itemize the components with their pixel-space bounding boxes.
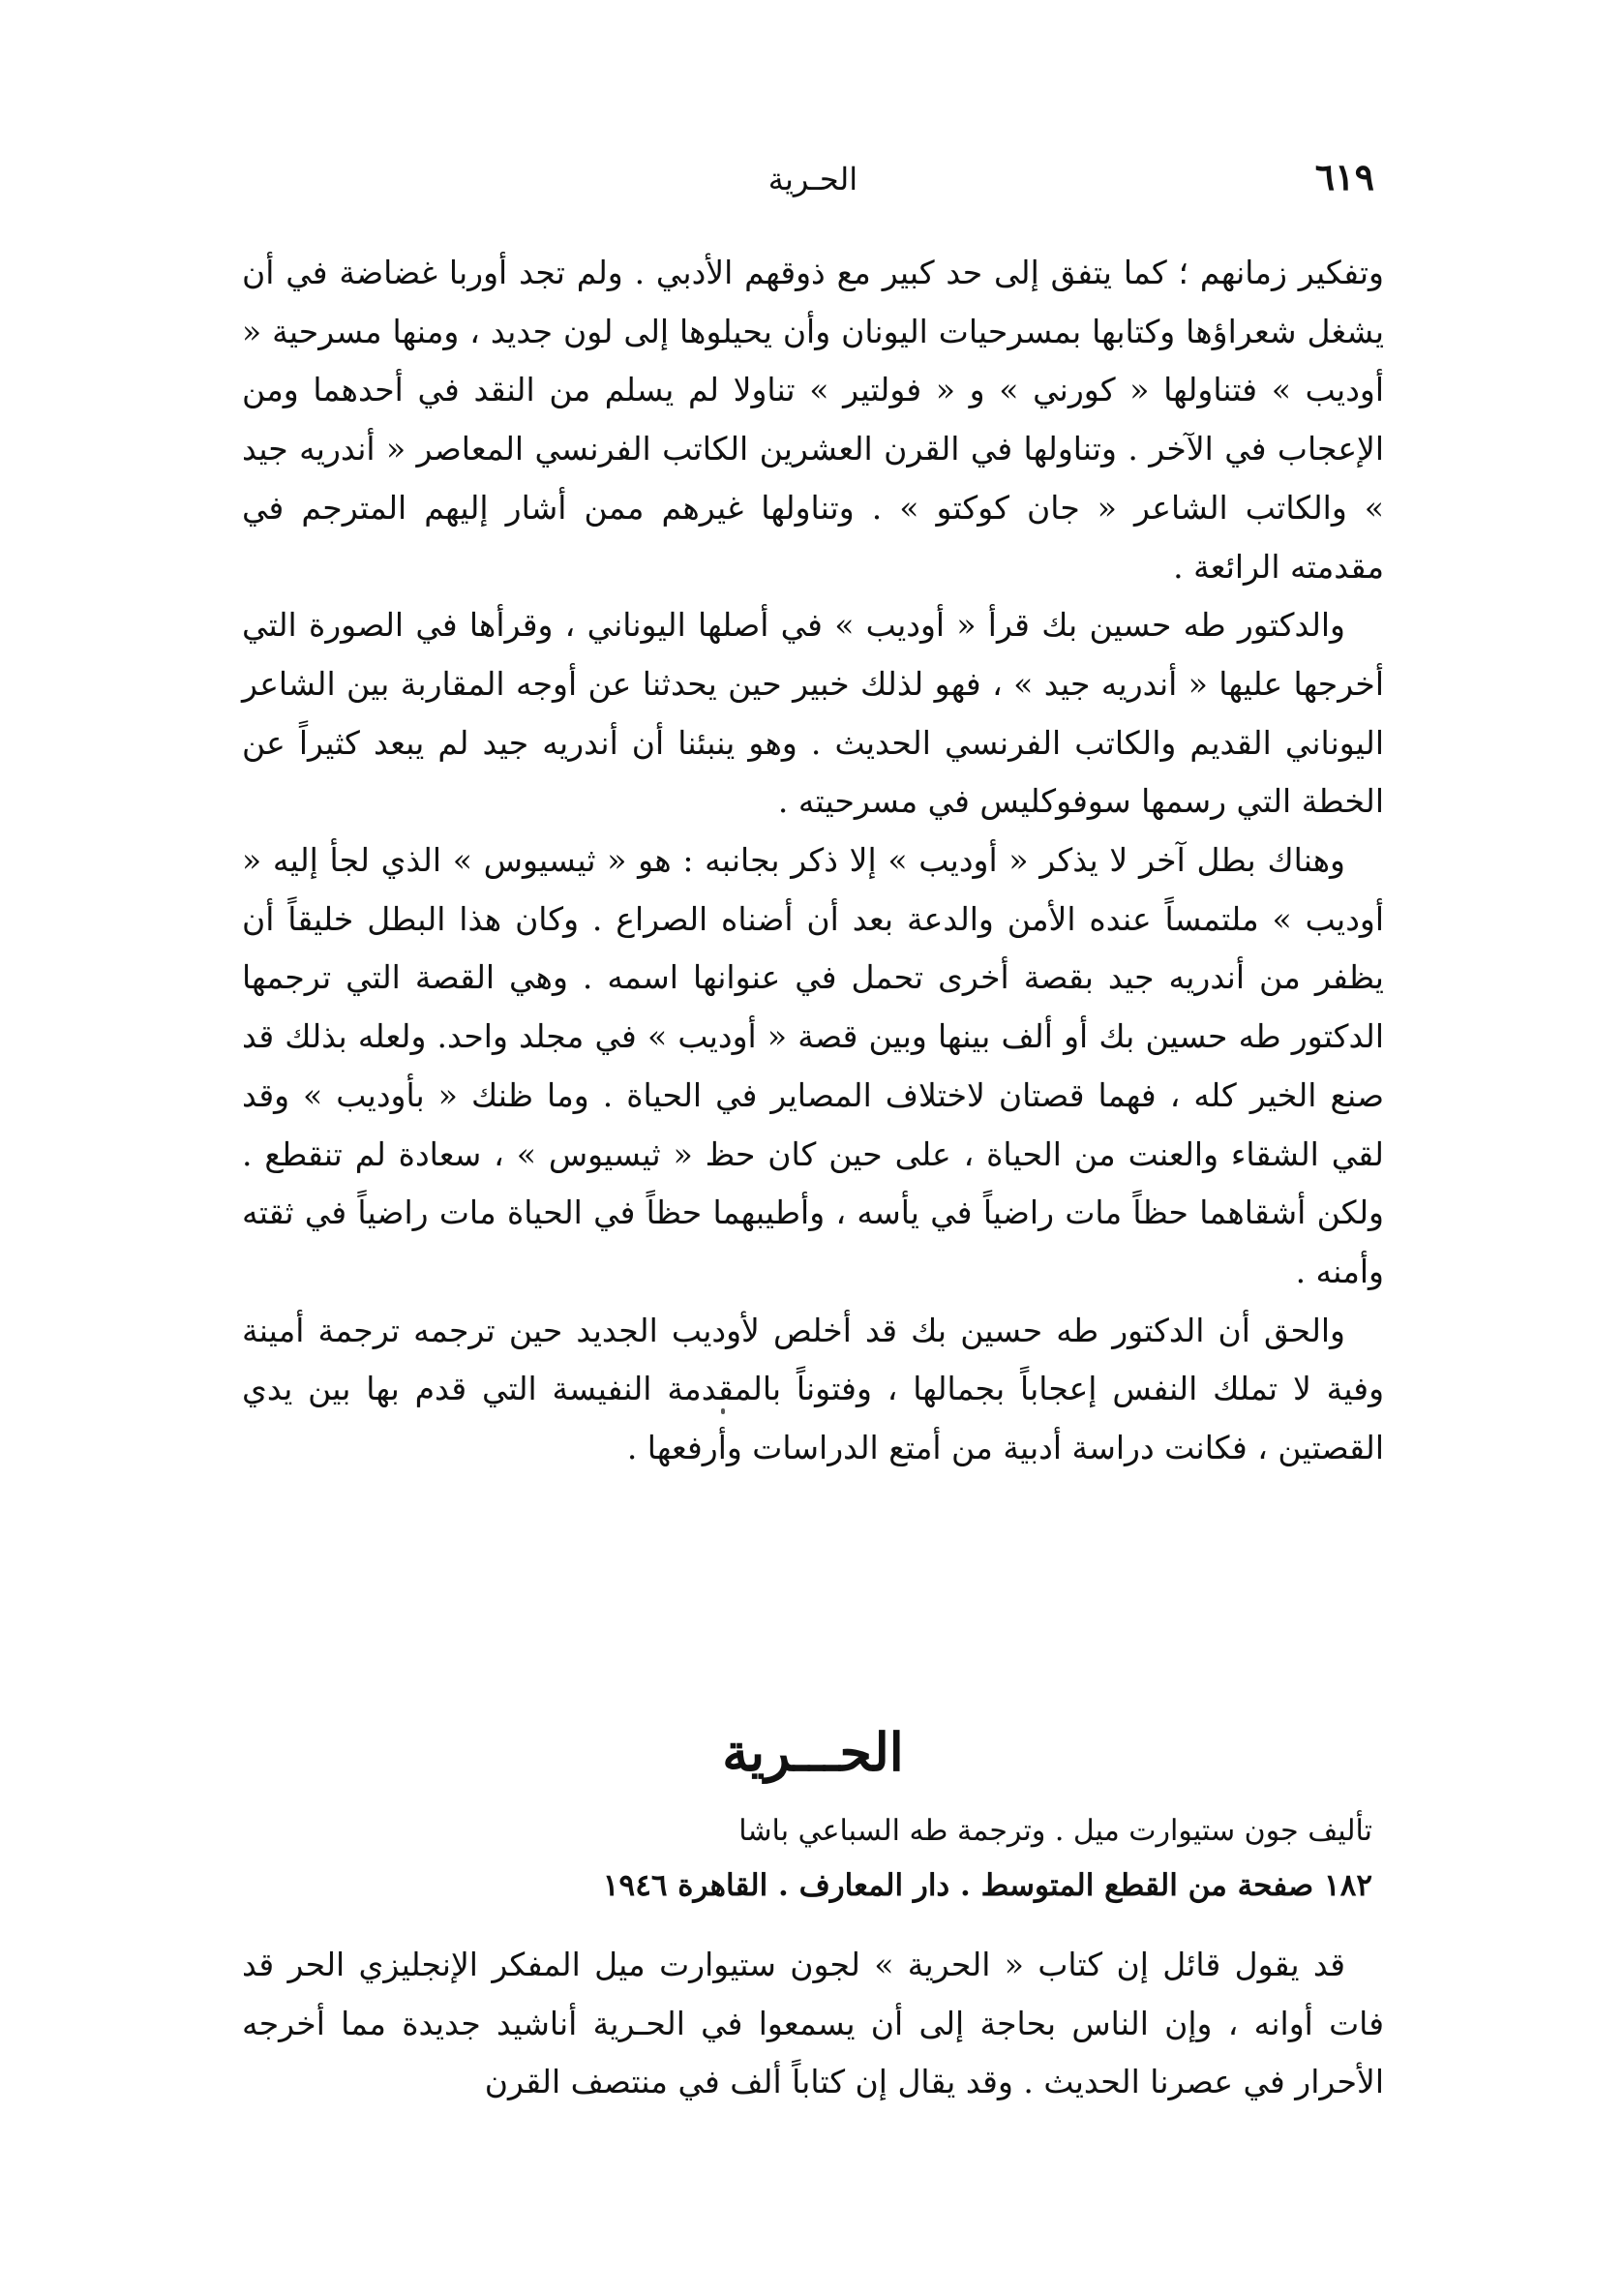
book-review-heading bbox=[242, 1713, 1384, 1913]
review-paragraph: قد يقول قائل إن كتاب « الحرية » لجون ستيوارت ميل المفكر الإنجليزي الحر قد فات أوانه ، وإن الناس بحاجة إلى أن يسمعوا في الحـرية أناشيد جديدة مما أخرجه الأحرار في عصرنا الحديث . وقد يقال إن كتاباً ألف في منتصف القرن bbox=[242, 1946, 1384, 2101]
article-body bbox=[242, 244, 1384, 1478]
running-header bbox=[242, 155, 1384, 213]
article-paragraph: وتفكير زمانهم ؛ كما يتفق إلى حد كبير مع ذوقهم الأدبي . ولم تجد أوربا غضاضة في أن يشغل شعراؤها وكتابها بمسرحيات اليونان وأن يحيلوها إلى لون جديد ، ومنها مسرحية « أوديب » فتناولها « كورني » و « فولتير » تناولا لم يسلم من النقد في أحدهما ومن الإعجاب في الآخر . وتناولها في القرن العشرين الكاتب الفرنسي المعاصر « أندريه جيد » والكاتب الشاعر « جان كوكتو » . وتناولها غيرهم ممن أشار إليهم المترجم في مقدمته الرائعة . bbox=[242, 254, 1384, 586]
review-publication-info: ١٨٢ صفحة من القطع المتوسط . دار المعارف . القاهرة ١٩٤٦ bbox=[602, 1868, 1372, 1903]
review-title: الحـــرية bbox=[722, 1721, 904, 1783]
article-paragraph: والدكتور طه حسين بك قرأ « أوديب » في أصلها اليوناني ، وقرأها في الصورة التي أخرجها عليها « أندريه جيد » ، فهو لذلك خبير حين يحدثنا عن أوجه المقاربة بين الشاعر اليوناني القديم والكاتب الفرنسي الحديث . وهو ينبئنا أن أندريه جيد لم يبعد كثيراً عن الخطة التي رسمها سوفوكليس في مسرحيته . bbox=[242, 606, 1384, 821]
review-body bbox=[242, 1936, 1384, 2112]
page-number: ٦١٩ bbox=[1314, 155, 1374, 198]
print-speck bbox=[721, 1408, 725, 1414]
article-paragraph: وهناك بطل آخر لا يذكر « أوديب » إلا ذكر بجانبه : هو « ثيسيوس » الذي لجأ إليه « أوديب » ملتمساً عنده الأمن والدعة بعد أن أضناه الصراع . وكان هذا البطل خليقاً أن يظفر من أندريه جيد بقصة أخرى تحمل في عنوانها اسمه . وهي القصة التي ترجمها الدكتور طه حسين بك أو ألف بينها وبين قصة « أوديب » في مجلد واحد. ولعله بذلك قد صنع الخير كله ، فهما قصتان لاختلاف المصاير في الحياة . وما ظنك « بأوديب » وقد لقي الشقاء والعنت من الحياة ، على حين كان حظ « ثيسيوس » ، سعادة لم تنقطع . ولكن أشقاهما حظاً مات راضياً في يأسه ، وأطيبهما حظاً في الحياة مات راضياً في ثقته وأمنه . bbox=[242, 841, 1384, 1290]
review-byline: تأليف جون ستيوارت ميل . وترجمة طه السباعي باشا bbox=[738, 1814, 1372, 1848]
article-paragraph: والحق أن الدكتور طه حسين بك قد أخلص لأوديب الجديد حين ترجمه ترجمة أمينة وفية لا تملك النفس إعجاباً بجمالها ، وفتوناً بالمقدمة النفيسة التي قدم بها بين يدي القصتين ، فكانت دراسة أدبية من أمتع الدراسات وأرفعها . bbox=[242, 1311, 1384, 1467]
running-title: الحـرية bbox=[767, 161, 858, 197]
